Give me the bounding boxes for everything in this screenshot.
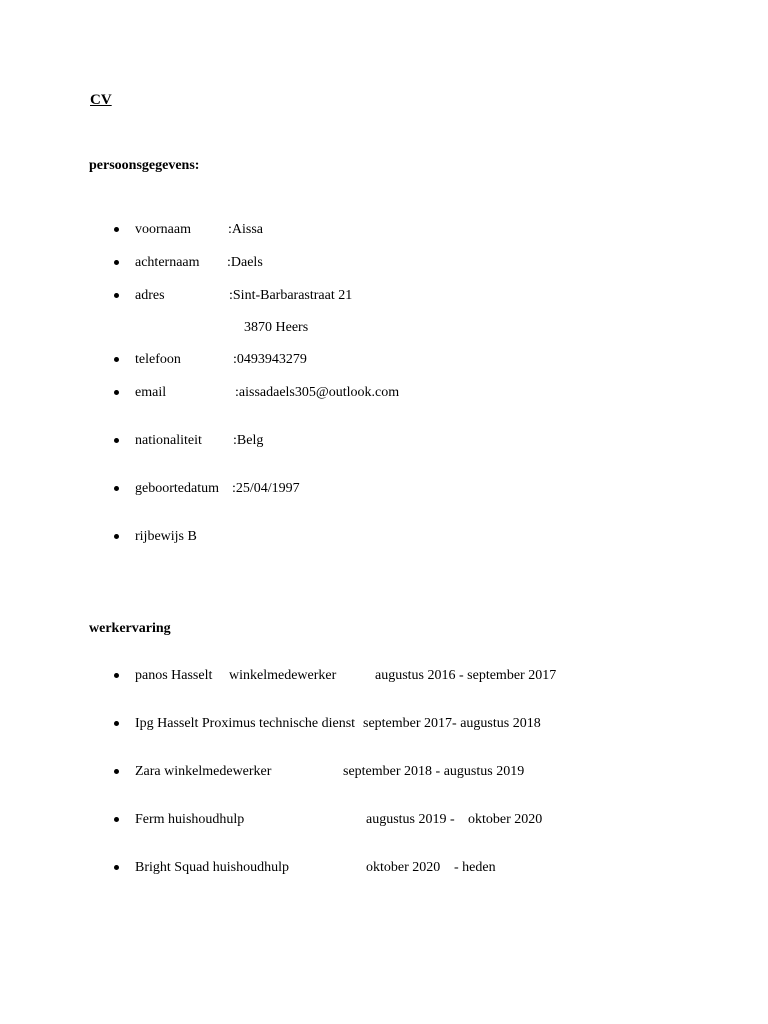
bullet-icon bbox=[114, 390, 119, 395]
bullet-icon bbox=[114, 534, 119, 539]
document-title: CV bbox=[90, 92, 112, 108]
bullet-icon bbox=[114, 438, 119, 443]
personal-value-birthdate: :25/04/1997 bbox=[232, 481, 300, 496]
work-period: oktober 2020 bbox=[366, 860, 441, 875]
work-employer: Ferm huishoudhulp bbox=[135, 812, 245, 827]
personal-value-address-city: 3870 Heers bbox=[244, 320, 309, 335]
bullet-icon bbox=[114, 721, 119, 726]
personal-value-last-name: :Daels bbox=[227, 255, 263, 270]
work-heading: werkervaring bbox=[89, 621, 171, 636]
bullet-icon bbox=[114, 486, 119, 491]
personal-label-last-name: achternaam bbox=[135, 255, 200, 270]
personal-label-email: email bbox=[135, 385, 167, 400]
personal-value-phone: :0493943279 bbox=[233, 352, 307, 367]
work-period: augustus 2019 - bbox=[366, 812, 455, 827]
work-role: winkelmedewerker bbox=[229, 668, 337, 683]
personal-value-email: :aissadaels305@outlook.com bbox=[235, 385, 400, 400]
personal-value-first-name: :Aissa bbox=[228, 222, 263, 237]
bullet-icon bbox=[114, 260, 119, 265]
personal-value-nationality: :Belg bbox=[233, 433, 264, 448]
bullet-icon bbox=[114, 357, 119, 362]
personal-label-nationality: nationaliteit bbox=[135, 433, 202, 448]
personal-label-address: adres bbox=[135, 288, 165, 303]
work-period: augustus 2016 - september 2017 bbox=[375, 668, 557, 683]
bullet-icon bbox=[114, 817, 119, 822]
personal-heading: persoonsgegevens: bbox=[89, 158, 200, 173]
work-period-end: - heden bbox=[454, 860, 496, 875]
personal-value-address: :Sint-Barbarastraat 21 bbox=[229, 288, 353, 303]
personal-label-first-name: voornaam bbox=[135, 222, 191, 237]
work-period: september 2017- augustus 2018 bbox=[363, 716, 541, 731]
personal-label-birthdate: geboortedatum bbox=[135, 481, 219, 496]
work-employer: Bright Squad huishoudhulp bbox=[135, 860, 290, 875]
personal-label-license: rijbewijs B bbox=[135, 529, 197, 544]
bullet-icon bbox=[114, 769, 119, 774]
bullet-icon bbox=[114, 293, 119, 298]
bullet-icon bbox=[114, 865, 119, 870]
work-period: september 2018 - augustus 2019 bbox=[343, 764, 525, 779]
personal-label-phone: telefoon bbox=[135, 352, 181, 367]
work-employer: panos Hasselt bbox=[135, 668, 213, 683]
work-employer: Ipg Hasselt Proximus technische dienst bbox=[135, 716, 356, 731]
work-employer: Zara winkelmedewerker bbox=[135, 764, 272, 779]
work-period-end: oktober 2020 bbox=[468, 812, 543, 827]
bullet-icon bbox=[114, 227, 119, 232]
bullet-icon bbox=[114, 673, 119, 678]
